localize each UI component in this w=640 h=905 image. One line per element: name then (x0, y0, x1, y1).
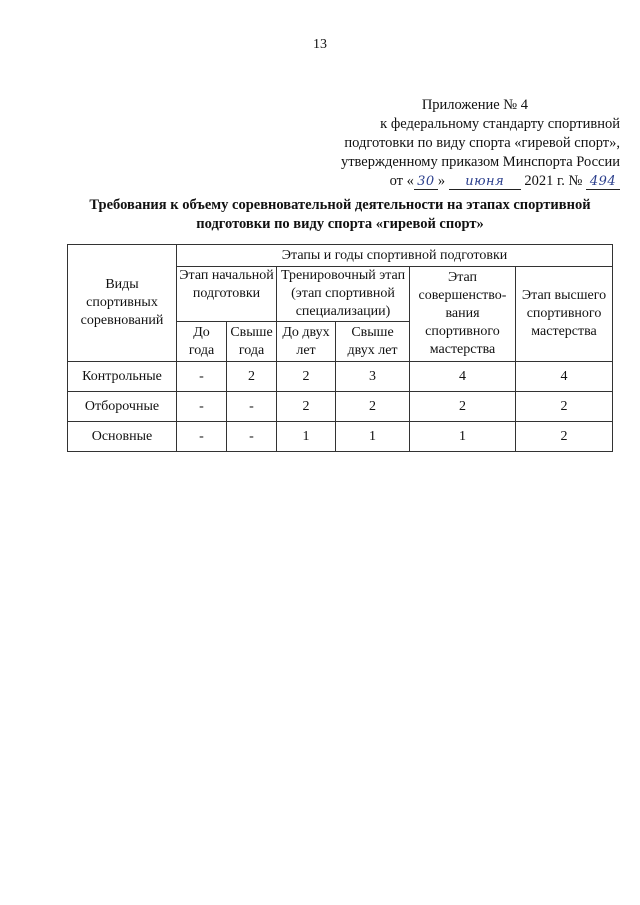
date-month-handwritten: июня (465, 174, 505, 189)
table-cell: 1 (277, 422, 336, 452)
title-line: Требования к объему соревновательной деятельности на этапах спортивной (89, 197, 591, 213)
table-row (68, 422, 613, 452)
table-cell: - (177, 362, 227, 392)
appendix-line: подготовки по виду спорта «гиревой спорт», (344, 135, 620, 151)
row-label: Контрольные (68, 362, 177, 392)
header-stage-initial: Этап начальной подготовки (177, 267, 277, 322)
header-sub-training-1: До двух лет (277, 322, 336, 362)
table-row (68, 362, 613, 392)
table-cell: - (227, 422, 277, 452)
header-stages: Этапы и годы спортивной подготовки (177, 245, 613, 267)
table-cell: 2 (227, 362, 277, 392)
table-cell: 4 (410, 362, 516, 392)
date-prefix: от « (389, 173, 414, 189)
table-cell: - (177, 392, 227, 422)
header-stage-training: Тренировочный этап (этап спортивной специализации) (277, 267, 410, 322)
header-sub-initial-1: До года (177, 322, 227, 362)
date-day-handwritten: 30 (417, 174, 435, 189)
header-sub-initial-2: Свыше года (227, 322, 277, 362)
header-stage-improvement: Этап совершенство-вания спортивного мастерства (410, 267, 516, 362)
date-year: 2021 г. № (524, 173, 583, 189)
table-cell: 1 (336, 422, 410, 452)
row-label: Отборочные (68, 392, 177, 422)
table-cell: 1 (410, 422, 516, 452)
date-month (449, 174, 521, 190)
requirements-table (67, 244, 613, 452)
table-cell: 2 (410, 392, 516, 422)
document-title (60, 196, 620, 234)
appendix-line: утвержденному приказом Минспорта России (340, 154, 620, 170)
header-stage-higher: Этап высшего спортивного мастерства (516, 267, 613, 362)
page-number: 13 (313, 37, 327, 52)
table-cell: - (177, 422, 227, 452)
order-number (586, 174, 620, 190)
appendix-line: к федеральному стандарту спортивной (380, 116, 620, 132)
appendix-title: Приложение № 4 (421, 97, 528, 113)
table-cell: 2 (516, 422, 613, 452)
date-day (414, 174, 438, 190)
appendix-block (300, 96, 620, 191)
table-cell: 2 (516, 392, 613, 422)
table-cell: 2 (277, 362, 336, 392)
table-cell: 3 (336, 362, 410, 392)
order-date-line (300, 172, 620, 191)
table-cell: 4 (516, 362, 613, 392)
row-label: Основные (68, 422, 177, 452)
table-row (68, 392, 613, 422)
order-number-handwritten: 494 (589, 174, 617, 189)
header-competition-types: Виды спортивных соревнований (68, 245, 177, 362)
table-cell: - (227, 392, 277, 422)
title-line: подготовки по виду спорта «гиревой спорт» (196, 216, 484, 232)
date-quote-close: » (437, 173, 446, 189)
header-row (68, 245, 613, 267)
table-cell: 2 (277, 392, 336, 422)
header-sub-training-2: Свыше двух лет (336, 322, 410, 362)
table-cell: 2 (336, 392, 410, 422)
